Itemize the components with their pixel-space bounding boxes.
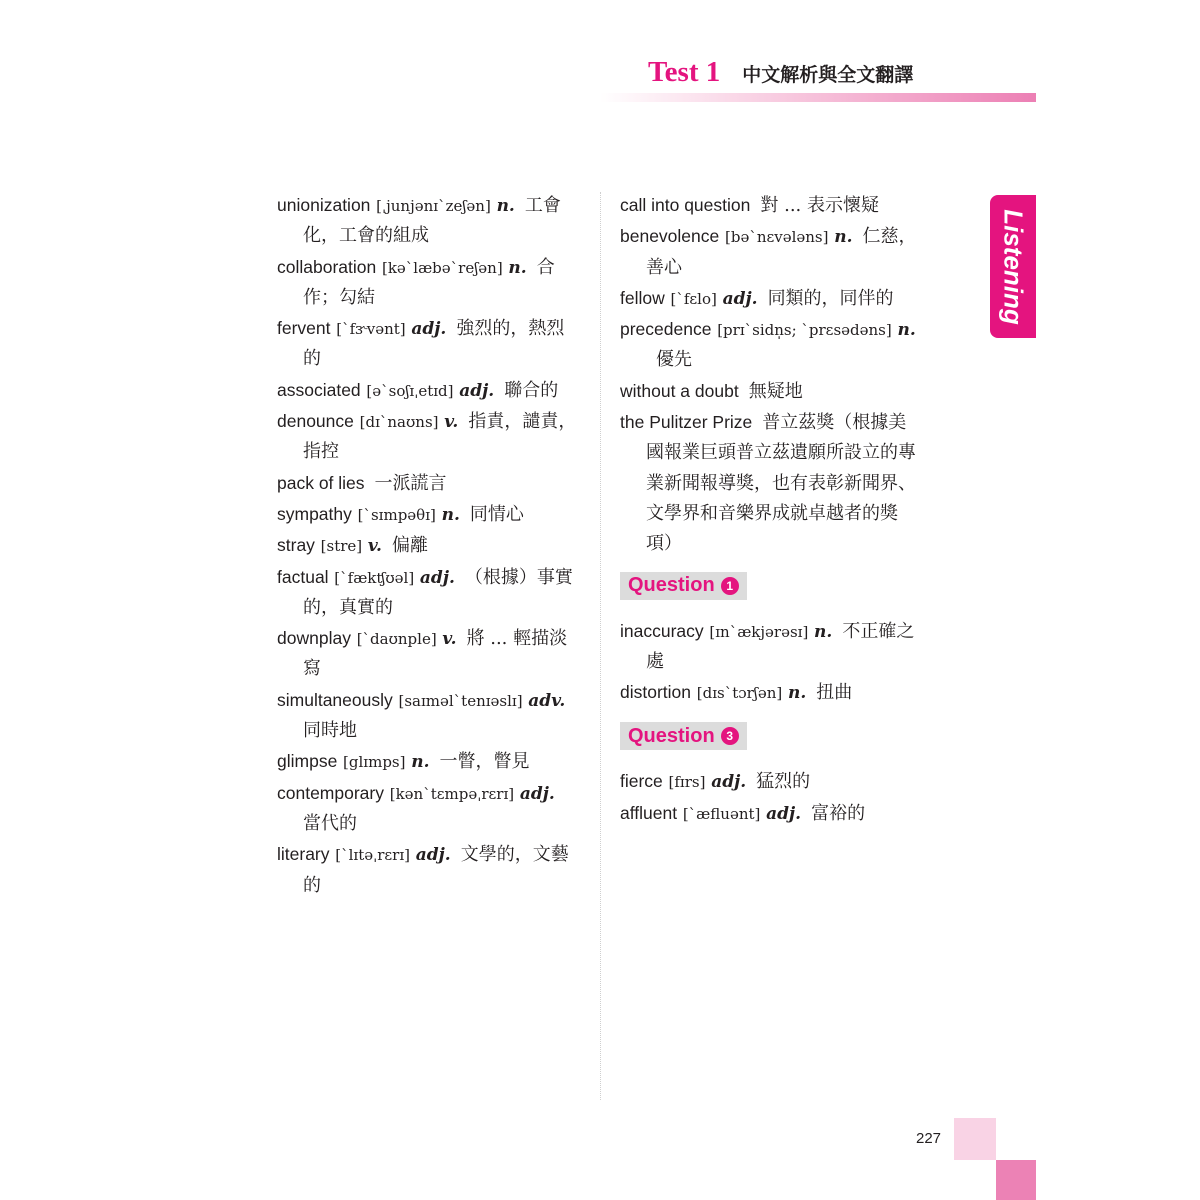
page-header bbox=[648, 56, 913, 89]
headword: unionization bbox=[277, 195, 371, 215]
question-heading-3 bbox=[620, 722, 747, 750]
headword: glimpse bbox=[277, 751, 338, 772]
headword: associated bbox=[277, 379, 361, 400]
headword: literary bbox=[277, 844, 330, 865]
phonetic: [kəˋlæbəˋreʃən] bbox=[381, 258, 503, 277]
phonetic: [ˋfɝvənt] bbox=[336, 320, 406, 339]
phonetic: [ˋsɪmpəθɪ] bbox=[357, 505, 436, 524]
meaning: 一瞥，瞥見 bbox=[439, 751, 530, 773]
headword: stray bbox=[277, 535, 315, 556]
vocab-entry bbox=[277, 313, 577, 375]
phonetic: [ˋfækʧʊəl] bbox=[334, 568, 415, 587]
vocab-entry bbox=[277, 685, 577, 747]
part-of-speech: n. bbox=[834, 227, 853, 248]
vocab-entry bbox=[620, 616, 920, 678]
meaning: 對 ... 表示懷疑 bbox=[760, 195, 879, 216]
meaning: 普立茲獎（根據美國報業巨頭普立茲遺願所設立的專業新聞報導獎，也有表彰新聞界、文學界和音樂界成就卓越者的獎項） bbox=[646, 412, 916, 555]
side-tab-listening bbox=[990, 195, 1036, 338]
part-of-speech: n. bbox=[814, 621, 833, 642]
vocab-entry bbox=[620, 766, 920, 797]
headword: contemporary bbox=[277, 782, 384, 803]
headword: call into question bbox=[620, 195, 751, 215]
headword: the Pulitzer Prize bbox=[620, 412, 753, 433]
vocab-entry bbox=[277, 190, 577, 252]
part-of-speech: n. bbox=[441, 504, 460, 525]
meaning: 強烈的，熱烈的 bbox=[303, 318, 565, 370]
phonetic: [bəˋnɛvələns] bbox=[724, 228, 829, 247]
meaning: 富裕的 bbox=[811, 802, 866, 824]
meaning: 偏離 bbox=[391, 535, 428, 557]
part-of-speech: adj. bbox=[722, 288, 758, 309]
meaning: 同類的，同伴的 bbox=[767, 287, 894, 309]
test-label: Test 1 bbox=[648, 56, 721, 88]
headword: fellow bbox=[620, 287, 665, 308]
column-divider bbox=[600, 192, 601, 1100]
phonetic: [saɪməlˋtenɪəslɪ] bbox=[398, 691, 523, 710]
vocab-entry bbox=[620, 283, 920, 314]
headword: fervent bbox=[277, 318, 331, 339]
part-of-speech: n. bbox=[788, 683, 807, 704]
meaning: 同情心 bbox=[469, 503, 524, 525]
meaning: 合作；勾結 bbox=[303, 256, 555, 308]
phonetic: [ˋdaʊnple] bbox=[356, 630, 437, 649]
headword: denounce bbox=[277, 411, 354, 432]
vocab-entry bbox=[277, 499, 577, 530]
vocab-entry bbox=[620, 798, 920, 829]
headword: distortion bbox=[620, 682, 692, 703]
meaning: （根據）事實的，真實的 bbox=[303, 566, 573, 618]
part-of-speech: adv. bbox=[528, 690, 566, 711]
phonetic: [fɪrs] bbox=[668, 773, 706, 792]
headword: without a doubt bbox=[620, 380, 739, 401]
header-subtitle: 中文解析與全文翻譯 bbox=[742, 64, 914, 86]
headword: downplay bbox=[277, 628, 351, 649]
headword: factual bbox=[277, 566, 329, 587]
phonetic: [ˋlɪtəˌrɛrɪ] bbox=[335, 846, 410, 865]
meaning: 一派謊言 bbox=[374, 472, 447, 494]
part-of-speech: n. bbox=[897, 320, 916, 341]
vocab-entry bbox=[277, 252, 577, 314]
phonetic: [ˋfɛlo] bbox=[670, 289, 717, 308]
part-of-speech: n. bbox=[411, 752, 430, 773]
part-of-speech: adj. bbox=[711, 772, 747, 793]
meaning: 聯合的 bbox=[504, 379, 559, 401]
vocab-entry bbox=[620, 221, 920, 283]
corner-decoration-dark bbox=[996, 1160, 1036, 1200]
phonetic: [ˋæfluənt] bbox=[682, 804, 761, 823]
part-of-speech: adj. bbox=[415, 845, 451, 866]
vocab-entry bbox=[277, 623, 577, 685]
part-of-speech: adj. bbox=[419, 567, 455, 588]
question-number-badge: 3 bbox=[721, 727, 739, 745]
vocab-entry bbox=[277, 746, 577, 777]
phonetic: [glɪmps] bbox=[343, 753, 406, 772]
phonetic: [dɪˋnaʊns] bbox=[359, 413, 439, 432]
meaning: 指責，譴責，指控 bbox=[303, 411, 577, 463]
meaning: 優先 bbox=[656, 349, 692, 371]
meaning: 當代的 bbox=[303, 812, 357, 834]
part-of-speech: n. bbox=[496, 196, 515, 216]
vocab-entry bbox=[620, 677, 920, 708]
headword: precedence bbox=[620, 319, 712, 340]
corner-decoration-light bbox=[954, 1118, 996, 1160]
question-label: Question bbox=[628, 724, 715, 747]
vocab-entry bbox=[277, 468, 577, 499]
right-column bbox=[620, 190, 920, 829]
part-of-speech: v. bbox=[442, 629, 457, 650]
headword: affluent bbox=[620, 802, 678, 823]
meaning: 無疑地 bbox=[748, 380, 803, 402]
part-of-speech: n. bbox=[508, 257, 527, 278]
vocab-entry bbox=[277, 778, 577, 840]
header-gradient-bar bbox=[600, 93, 1036, 102]
page-number: 227 bbox=[916, 1130, 942, 1147]
phonetic: [ɪnˋækjərəsɪ] bbox=[709, 622, 809, 641]
vocab-entry bbox=[277, 530, 577, 561]
phonetic: [kənˋtɛmpəˌrɛrɪ] bbox=[389, 784, 515, 803]
vocab-entry bbox=[277, 406, 577, 468]
question-heading-1 bbox=[620, 572, 747, 600]
vocab-entry bbox=[620, 190, 920, 221]
phonetic: [prɪˋsidn̩s; ˋprɛsədəns] bbox=[717, 321, 892, 340]
left-column bbox=[277, 190, 577, 901]
meaning: 文學的，文藝的 bbox=[303, 844, 569, 896]
phonetic: [ˌjunjənɪˋzeʃən] bbox=[376, 197, 491, 215]
part-of-speech: v. bbox=[444, 412, 459, 433]
meaning: 將 ... 輕描淡寫 bbox=[303, 628, 568, 680]
meaning: 猛烈的 bbox=[756, 771, 811, 793]
meaning: 同時地 bbox=[303, 720, 357, 742]
vocab-entry bbox=[277, 839, 577, 901]
headword: inaccuracy bbox=[620, 620, 704, 641]
vocab-entry bbox=[277, 375, 577, 406]
headword: simultaneously bbox=[277, 689, 393, 710]
phonetic: [dɪsˋtɔrʃən] bbox=[696, 684, 783, 703]
headword: benevolence bbox=[620, 226, 720, 247]
headword: fierce bbox=[620, 771, 663, 792]
meaning: 仁慈，善心 bbox=[646, 226, 917, 278]
side-tab-label: Listening bbox=[998, 208, 1029, 325]
vocab-entry bbox=[277, 562, 577, 624]
vocab-entry bbox=[620, 314, 920, 376]
part-of-speech: v. bbox=[367, 536, 382, 557]
meaning: 不正確之處 bbox=[646, 620, 915, 672]
part-of-speech: adj. bbox=[766, 803, 802, 824]
part-of-speech: adj. bbox=[411, 319, 447, 340]
question-number-badge: 1 bbox=[721, 577, 739, 595]
part-of-speech: adj. bbox=[519, 783, 555, 804]
phonetic: [stre] bbox=[320, 537, 363, 556]
meaning: 工會化，工會的組成 bbox=[303, 195, 561, 247]
headword: sympathy bbox=[277, 503, 352, 524]
question-label: Question bbox=[628, 574, 715, 597]
vocab-entry bbox=[620, 407, 920, 559]
headword: pack of lies bbox=[277, 472, 365, 493]
meaning: 扭曲 bbox=[816, 682, 853, 704]
vocab-entry bbox=[620, 376, 920, 407]
phonetic: [əˋsoʃɪˌetɪd] bbox=[366, 381, 454, 400]
part-of-speech: adj. bbox=[459, 380, 495, 401]
headword: collaboration bbox=[277, 256, 377, 277]
